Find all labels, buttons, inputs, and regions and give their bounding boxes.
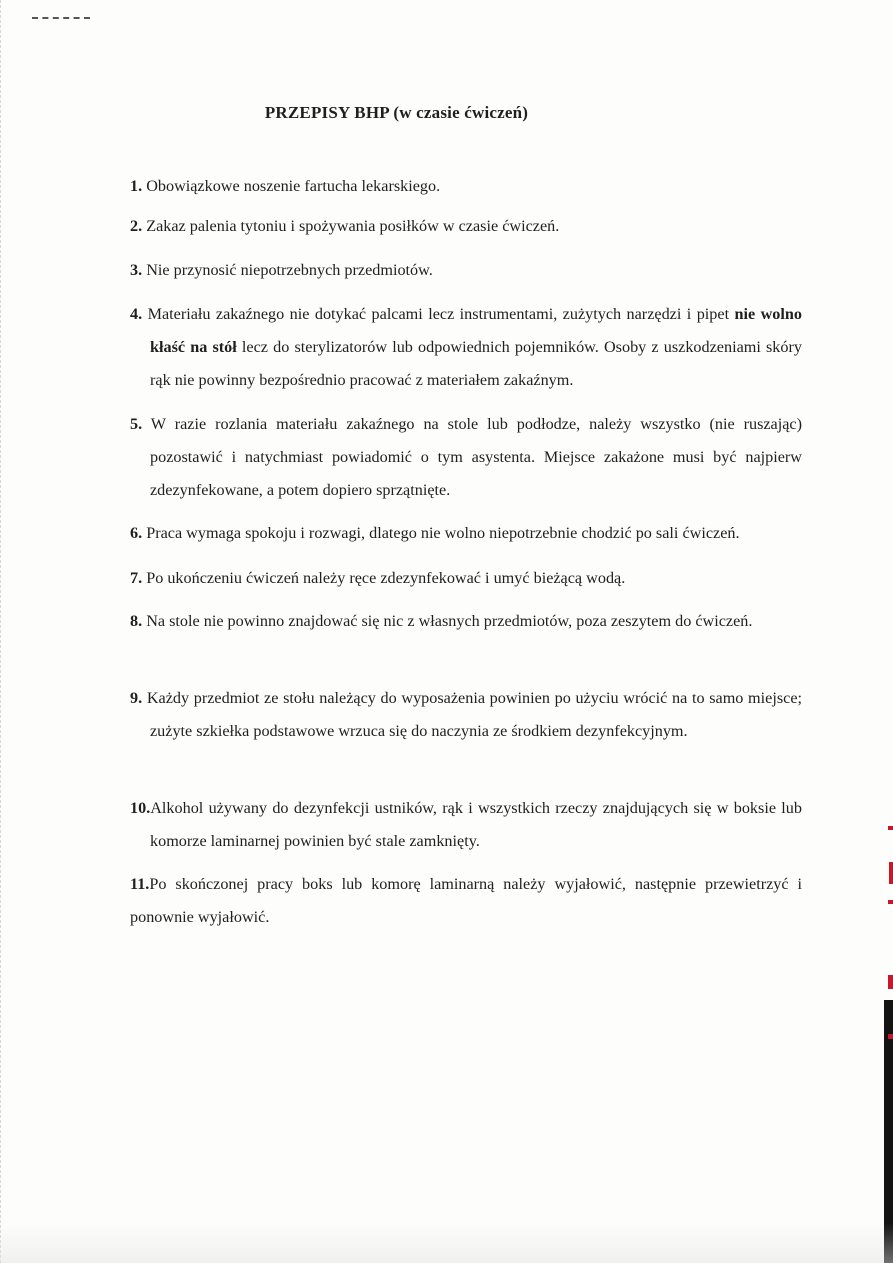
rule-body: Nie przynosić niepotrzebnych przedmiotów. xyxy=(146,261,433,279)
rule-item-3 xyxy=(130,254,802,287)
rule-number: 6. xyxy=(130,524,143,542)
rule-body: Każdy przedmiot ze stołu należący do wyposażenia powinien po użyciu wrócić na to samo miejsce; zużyte szkiełka podstawowe wrzuca się do naczynia ze środkiem dezynfekcyjnym. xyxy=(146,689,802,740)
rule-text xyxy=(130,254,802,287)
scan-red-mark xyxy=(888,975,893,989)
rule-body: Obowiązkowe noszenie fartucha lekarskiego. xyxy=(146,177,441,195)
rule-body-start: Materiału zakaźnego nie dotykać palcami lecz instrumentami, zużytych narzędzi i pipet xyxy=(147,305,735,323)
rule-text xyxy=(130,792,802,858)
rule-number: 8. xyxy=(130,612,143,630)
rule-body: Po skończonej pracy boks lub komorę laminarną należy wyjałowić, następnie przewietrzyć i ponownie wyjałowić. xyxy=(130,875,802,926)
rule-number: 4. xyxy=(130,305,143,323)
document-title: PRZEPISY BHP (w czasie ćwiczeń) xyxy=(264,103,529,123)
rule-item-10 xyxy=(130,792,802,858)
scan-red-mark xyxy=(888,826,893,830)
scan-red-mark xyxy=(888,900,893,904)
rule-item-1 xyxy=(130,170,802,203)
rule-number: 5. xyxy=(130,415,143,433)
rule-text xyxy=(130,210,802,243)
rule-body: Na stole nie powinno znajdować się nic z własnych przedmiotów, poza zeszytem do ćwiczeń. xyxy=(146,612,753,630)
rule-body: Po ukończeniu ćwiczeń należy ręce zdezynfekować i umyć bieżącą wodą. xyxy=(146,569,626,587)
rule-item-6 xyxy=(130,517,802,550)
rule-text xyxy=(130,170,802,203)
rule-number: 9. xyxy=(130,689,143,707)
rule-number: 2. xyxy=(130,217,143,235)
rule-item-11 xyxy=(130,868,802,934)
rule-item-4 xyxy=(130,298,802,397)
rule-text xyxy=(130,562,802,595)
rule-number: 7. xyxy=(130,569,143,587)
rule-body: Zakaz palenia tytoniu i spożywania posiłków w czasie ćwiczeń. xyxy=(146,217,560,235)
rule-item-5 xyxy=(130,408,802,507)
rule-number: 3. xyxy=(130,261,143,279)
rule-number: 11. xyxy=(130,875,150,893)
rule-item-9 xyxy=(130,682,802,748)
rule-item-7 xyxy=(130,562,802,595)
rule-text xyxy=(130,605,802,638)
rule-body: Praca wymaga spokoju i rozwagi, dlatego nie wolno niepotrzebnie chodzić po sali ćwiczeń. xyxy=(146,524,740,542)
rule-number: 10. xyxy=(130,799,151,817)
rule-text xyxy=(130,868,802,934)
rule-body: Alkohol używany do dezynfekcji ustników, rąk i wszystkich rzeczy znajdujących się w boksie lub komorze laminarnej powinien być stale zamknięty. xyxy=(150,799,802,850)
scan-red-mark xyxy=(889,862,893,884)
rule-body: W razie rozlania materiału zakaźnego na stole lub podłodze, należy wszystko (nie ruszając) pozostawić i natychmiast powiadomić o tym asystenta. Miejsce zakażone musi być najpierw zdezynfekowane, a potem dopiero sprzątnięte. xyxy=(150,415,802,499)
rule-item-2 xyxy=(130,210,802,243)
scan-red-mark xyxy=(888,1034,893,1039)
scan-edge-artifact xyxy=(0,0,9,1263)
rule-text xyxy=(130,298,802,397)
rule-text xyxy=(130,682,802,748)
rule-item-8 xyxy=(130,605,802,638)
scan-mark-artifact xyxy=(32,17,90,22)
rule-number: 1. xyxy=(130,177,143,195)
rule-body-end: lecz do sterylizatorów lub odpowiednich pojemników. Osoby z uszkodzeniami skóry rąk nie powinny bezpośrednio pracować z materiałem zakaźnym. xyxy=(150,338,802,389)
rule-text xyxy=(130,408,802,507)
rule-body-emphasis: nie wolno kłaść na stół xyxy=(150,305,802,356)
scan-bottom-shade xyxy=(0,1223,893,1263)
rule-text xyxy=(130,517,802,550)
